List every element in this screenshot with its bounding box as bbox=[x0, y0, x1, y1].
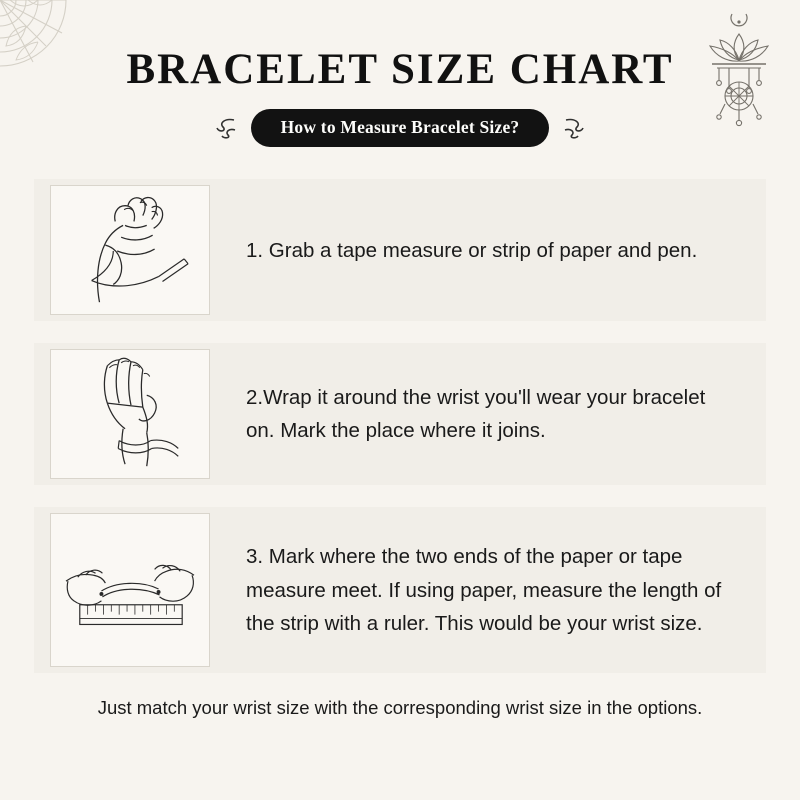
swirl-flourish-icon-right bbox=[561, 115, 587, 141]
footer-note: Just match your wrist size with the corresponding wrist size in the options. bbox=[97, 697, 703, 719]
subtitle-badge: How to Measure Bracelet Size? bbox=[251, 109, 550, 147]
hand-with-tape-around-wrist-illustration bbox=[50, 349, 210, 479]
hand-holding-pen-illustration bbox=[50, 185, 210, 315]
swirl-flourish-icon-left bbox=[213, 115, 239, 141]
list-item bbox=[34, 343, 766, 485]
step-text: 1. Grab a tape measure or strip of paper and pen. bbox=[246, 238, 698, 262]
list-item bbox=[34, 507, 766, 673]
list-item bbox=[34, 179, 766, 321]
subtitle-row bbox=[0, 109, 800, 147]
page-title: BRACELET SIZE CHART bbox=[126, 46, 674, 93]
step-text: 2.Wrap it around the wrist you'll wear your bracelet on. Mark the place where it joins. bbox=[246, 386, 706, 443]
steps-list bbox=[0, 179, 800, 673]
document-header bbox=[0, 0, 800, 147]
step-text: 3. Mark where the two ends of the paper or tape measure meet. If using paper, measure the length of the strip with a ruler. This would be your wrist size. bbox=[246, 545, 722, 635]
hands-measuring-strip-with-ruler-illustration bbox=[50, 513, 210, 667]
